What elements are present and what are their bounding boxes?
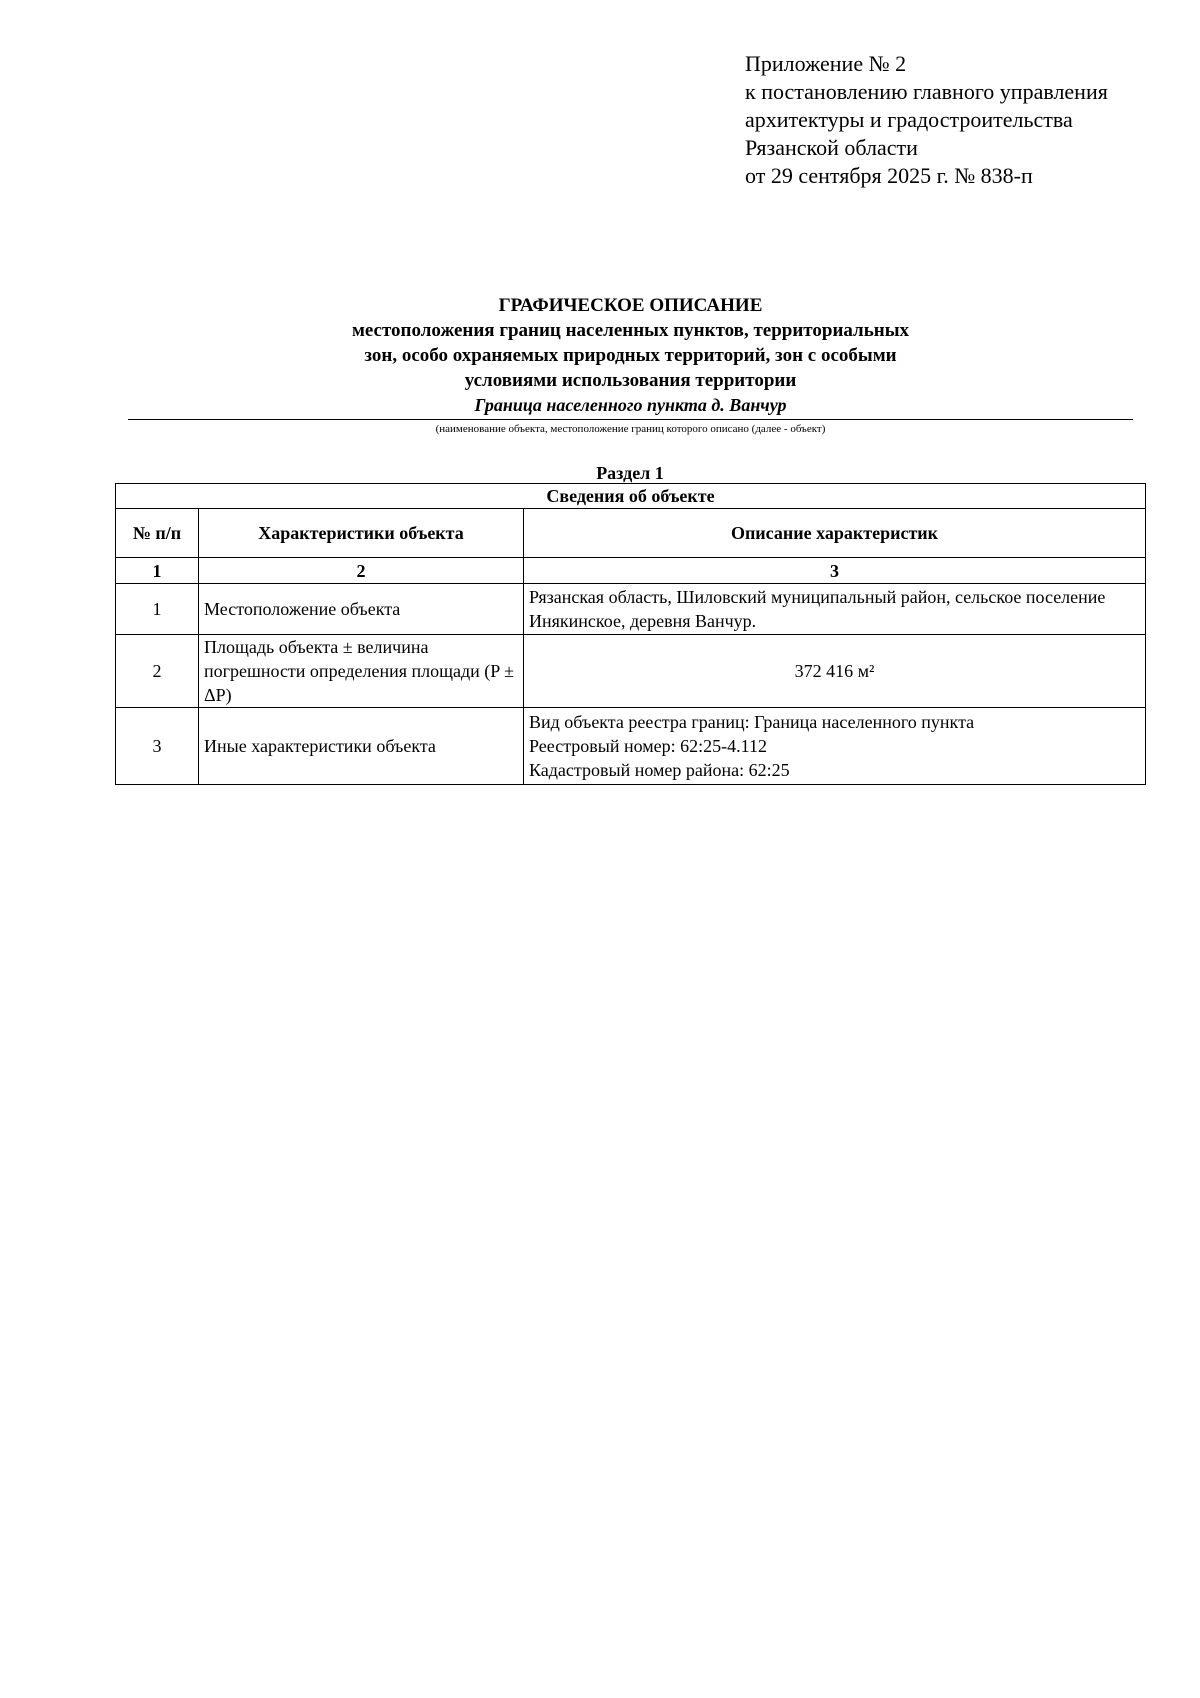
appendix-line: Рязанской области: [745, 135, 918, 160]
column-number: 2: [199, 558, 524, 584]
row-number: 1: [116, 584, 199, 635]
column-number: 3: [524, 558, 1146, 584]
row-description-line: Кадастровый номер района: 62:25: [529, 760, 790, 780]
row-description: [524, 635, 1146, 708]
row-number: 2: [116, 635, 199, 708]
row-description-line: 372 416 м²: [794, 660, 875, 681]
row-number: 3: [116, 708, 199, 785]
header-description: Описание характеристик: [524, 509, 1146, 558]
column-number: 1: [116, 558, 199, 584]
table-row: [116, 708, 1146, 785]
table-header-row: [116, 509, 1146, 558]
document-subtitle-line: зон, особо охраняемых природных территорий, зон с особыми: [364, 345, 897, 366]
row-characteristic: Местоположение объекта: [199, 584, 524, 635]
appendix-line: к постановлению главного управления: [745, 79, 1108, 104]
table-row: [116, 635, 1146, 708]
appendix-line: Приложение № 2: [745, 51, 907, 76]
document-subtitle-line: местоположения границ населенных пунктов, территориальных: [351, 320, 910, 341]
row-description-line: Вид объекта реестра границ: Граница населенного пункта: [529, 712, 975, 732]
row-description: [524, 584, 1146, 635]
appendix-line: от 29 сентября 2025 г. № 838-п: [745, 163, 1033, 188]
appendix-line: архитектуры и градостроительства: [745, 107, 1073, 132]
header-number: № п/п: [116, 509, 199, 558]
object-name: Граница населенного пункта д. Ванчур: [474, 395, 787, 415]
column-number-row: [116, 558, 1146, 584]
object-info-table: [115, 483, 1146, 785]
document-title-block: [128, 293, 1133, 437]
table-caption-row: [116, 484, 1146, 509]
document-subtitle-line: условиями использования территории: [464, 370, 797, 391]
document-title: ГРАФИЧЕСКОЕ ОПИСАНИЕ: [498, 295, 763, 316]
section-title: Раздел 1: [596, 463, 664, 483]
appendix-block: [745, 50, 1108, 190]
row-description: [524, 708, 1146, 785]
table-caption: Сведения об объекте: [116, 484, 1146, 509]
row-description-line: Рязанская область, Шиловский муниципальный район, сельское поселение Инякинское, деревня Ванчур.: [529, 587, 1106, 631]
row-characteristic: Площадь объекта ± величина погрешности определения площади (P ± ΔP): [199, 635, 524, 708]
table-row: [116, 584, 1146, 635]
row-description-line: Реестровый номер: 62:25-4.112: [529, 736, 767, 756]
header-characteristic: Характеристики объекта: [199, 509, 524, 558]
object-name-caption: (наименование объекта, местоположение границ которого описано (далее - объект): [435, 423, 826, 435]
row-characteristic: Иные характеристики объекта: [199, 708, 524, 785]
object-name-rule: [128, 419, 1133, 420]
